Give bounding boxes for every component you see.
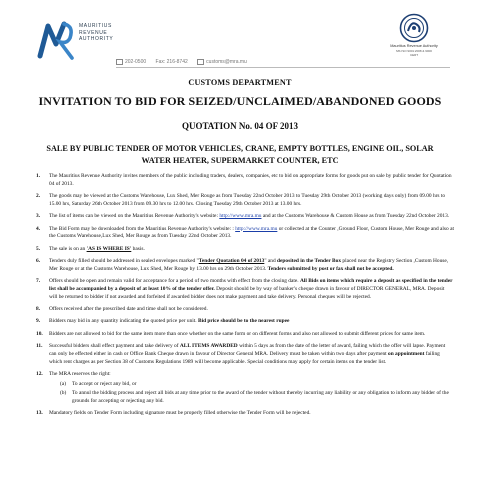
list-item xyxy=(36,246,454,254)
document-title: INVITATION TO BID FOR SEIZED/UNCLAIMED/ABANDONED GOODS xyxy=(38,94,442,108)
item-number: 8. xyxy=(36,305,41,312)
item-text: Bidders are not allowed to bid for the same item more than once whether on the same form or on different forms and also not allowed to submit different prices for same item. xyxy=(49,330,426,337)
org-name xyxy=(79,23,113,43)
item-text-cont: or collected at the Counter ,Ground Floor, Custom House, Mer Rouge and also at the Customs Warehouse,Lux Shed, Mer Rouge as from Tuesday 22nd October 2013. xyxy=(49,225,454,240)
list-item xyxy=(36,226,454,241)
item-text: The sale is on an xyxy=(49,245,86,252)
list-item xyxy=(36,371,454,406)
list-item xyxy=(36,318,454,326)
item-text: The list of items can be viewed on the Mauritius Revenue Authority's website: xyxy=(49,213,218,220)
on-appointment: on appointment xyxy=(388,350,425,357)
item-text: The Mauritius Revenue Authority invites members of the public including traders, dealers, companies, etc to bid on appropriate forms for goods put on sale by public tender for Quotation 04 of 2013. xyxy=(49,173,452,187)
phone-icon xyxy=(116,59,123,65)
sub-item-label: (b) xyxy=(60,390,67,397)
list-item xyxy=(36,410,454,418)
sub-item-b xyxy=(60,390,454,405)
contact-line xyxy=(116,59,255,65)
item-text: Bidders may bid in any quantity indicating the quoted price per unit. xyxy=(49,318,197,325)
phone: 202-0500 xyxy=(116,59,146,65)
item-text: The MRA reserves the right: xyxy=(49,370,111,377)
item-text-cont2: failing which rent charges as per Section 38 of Customs Regulations 1989 will become applicable. Special conditions may apply for certain items on the tender list. xyxy=(49,350,440,365)
org-name-line2: REVENUE xyxy=(79,29,108,36)
item-text-cont: " and xyxy=(264,258,276,265)
iso-seal-icon xyxy=(399,13,429,43)
sub-item-a xyxy=(60,381,454,389)
item-number: 3. xyxy=(36,213,41,220)
item-text: The Bid Form may be downloaded from the Mauritius Revenue Authority's website: : xyxy=(49,225,234,232)
terms-list xyxy=(36,173,454,423)
fax: Fax: 216-8742 xyxy=(155,59,188,66)
as-is-where-is: 'AS IS WHERE IS' xyxy=(86,245,132,252)
item-number: 12. xyxy=(36,370,43,377)
tender-box-note: deposited in the Tender Box xyxy=(277,258,342,265)
email-icon xyxy=(197,59,204,65)
item-text: Offers should be open and remain valid for acceptance for a period of two months with effect from the closing date. xyxy=(49,278,299,285)
sub-item-text: To annul the bidding process and reject all bids at any time prior to the award of the tender without thereby incurring any liability or any obligation to inform any bidder of the grounds for accepting or rejecting any bid. xyxy=(72,390,449,405)
tender-quotation-mark: Tender Quotation 04 of 2013 xyxy=(198,258,265,265)
cert-sub1: MS ISO 9001:2008 & 9000 xyxy=(396,49,432,53)
org-name-line1: MAURITIUS xyxy=(79,23,112,29)
header-divider xyxy=(116,67,450,68)
item-number: 1. xyxy=(36,173,41,179)
item-number: 6. xyxy=(36,258,41,265)
item-text-cont: and at the Customs Warehouse & Custom House as from Tuesday 22nd October 2013. xyxy=(262,213,450,220)
item-text-cont: Deposit should be by way of banker's cheque drawn in favour of DIRECTOR GENERAL, MRA. Deposit will be returned to bidder if not awarded and forfeited if awarded bidder does not make payment and take delivery. Personal cheques will be rejected. xyxy=(49,285,445,300)
item-text-cont: basis. xyxy=(132,245,145,252)
sub-item-label: (a) xyxy=(60,380,66,387)
certification-seal xyxy=(374,13,454,57)
item-text-cont: within 5 days as from the date of the letter of award, failing which the offer will lapse. Payment can only be effected either in cash or Office Bank Cheque drawn in favour of Director General MRA. Delivery must be taken within two days after payment xyxy=(49,343,446,357)
list-item xyxy=(36,331,454,339)
sale-heading-line2: WATER HEATER, SUPERMARKET COUNTER, ETC xyxy=(141,155,339,165)
list-item xyxy=(36,258,454,273)
mra-website-link[interactable]: http://www.mra.mu xyxy=(235,225,278,232)
cert-label: Mauritius Revenue Authority xyxy=(390,44,438,48)
list-item xyxy=(36,343,454,366)
list-item xyxy=(36,306,454,314)
no-post-fax-note: Tenders submitted by post or fax shall not be accepted. xyxy=(267,265,394,272)
item-number: 5. xyxy=(36,245,41,252)
item-number: 10. xyxy=(36,330,43,337)
item-number: 13. xyxy=(36,410,43,417)
deposit-requirement: All Bids on items which require a deposit as specified in the tender list shall be accompanied by a deposit of at least 10% of the tender offer. xyxy=(49,278,453,292)
all-items-awarded: ALL ITEMS AWARDED xyxy=(179,343,238,350)
sale-heading-line1: SALE BY PUBLIC TENDER OF MOTOR VEHICLES, CRANE, EMPTY BOTTLES, ENGINE OIL, SOLAR xyxy=(46,144,434,153)
list-item xyxy=(36,173,454,188)
sale-heading xyxy=(28,143,452,166)
item-number: 2. xyxy=(36,193,41,200)
item-text: Offers received after the prescribed date and time shall not be considered. xyxy=(49,305,208,312)
item-number: 4. xyxy=(36,225,41,232)
item-text-cont2: placed near the Registry Section ,Custom House, Mer Rouge or at the Customs Warehouse, Lux Shed, Mer Rouge by 13.00 hrs on 29th October 2013. xyxy=(49,258,449,272)
item-text: Mandatory fields on Tender Form including signature must be properly filled otherwise the Tender Form will be rejected. xyxy=(49,410,311,417)
item-number: 11. xyxy=(36,343,43,350)
list-item xyxy=(36,193,454,208)
org-name-line3: AUTHORITY xyxy=(79,36,114,42)
nearest-rupee-note: Bid price should be to the nearest rupee xyxy=(197,318,290,325)
item-text: Successful bidders shall effect payment and take delivery of xyxy=(49,343,179,350)
quotation-number: QUOTATION No. 04 OF 2013 xyxy=(181,121,299,131)
mra-logo xyxy=(34,18,152,62)
email: customs@mra.mu xyxy=(197,59,247,65)
mra-logo-icon xyxy=(34,18,78,62)
sub-item-text: To accept or reject any bid, or xyxy=(72,380,137,387)
cert-sub2: CERT xyxy=(409,53,419,57)
list-item xyxy=(36,278,454,301)
item-number: 9. xyxy=(36,318,41,325)
item-number: 7. xyxy=(36,278,41,285)
item-text: Tenders duly filled should be addressed in sealed envelopes marked " xyxy=(49,258,199,265)
department-heading: CUSTOMS DEPARTMENT xyxy=(188,78,292,87)
list-item xyxy=(36,213,454,221)
mra-website-link[interactable]: http://www.mra.mu xyxy=(219,213,262,220)
item-text: The goods may be viewed at the Customs Warehouse, Lux Shed, Mer Rouge as from Tuesday 22nd October 2013 to Tuesday 29th October 2013 (working days only) from 09.00 hrs to 15.00 hrs, Saturday 26th October 2013 from 09.30 hrs to 12.00 hrs. Closing Tuesday 29th October 2013 at 13.00 hrs. xyxy=(49,193,446,207)
